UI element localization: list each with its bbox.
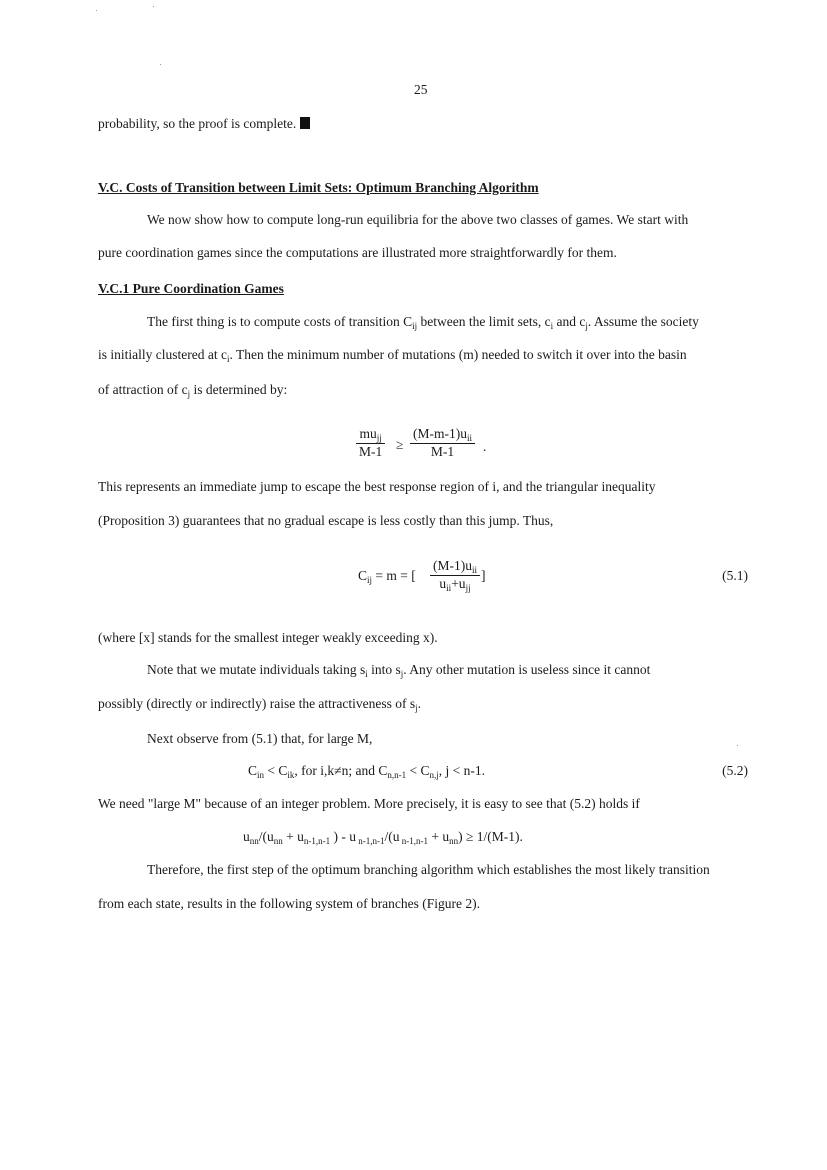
paragraph-line: Therefore, the first step of the optimum branching algorithm which establishes the most likely transition (147, 862, 710, 877)
paragraph-line: Next observe from (5.1) that, for large M, (147, 731, 373, 746)
paragraph-line: This represents an immediate jump to escape the best response region of i, and the triangular inequality (98, 479, 656, 494)
page-number: 25 (414, 82, 428, 97)
scan-speck (96, 10, 97, 11)
inequality-period: . (483, 439, 487, 454)
paragraph-line: The first thing is to compute costs of transition $C_{ij}$ between the limit sets, $c_i$ and $c_j$. Assume the society (147, 314, 699, 331)
paragraph-line: Note that we mutate individuals taking $s_i$ into $s_j$. Any other mutation is useless since it cannot (147, 662, 651, 679)
paragraph-line: of attraction of $c_j$ is determined by: (98, 382, 288, 399)
paragraph-line: is initially clustered at $c_i$. Then the minimum number of mutations (m) needed to switch it over into the basin (98, 347, 687, 364)
paragraph-line: (where [x] stands for the smallest integer weakly exceeding x). (98, 630, 438, 645)
paragraph-line: We need "large M" because of an integer problem. More precisely, it is easy to see that (5.2) holds if (98, 796, 640, 811)
intro-text: probability, so the proof is complete. (98, 116, 297, 131)
paragraph-line: We now show how to compute long-run equilibria for the above two classes of games. We start with (147, 212, 689, 227)
paragraph-line: (Proposition 3) guarantees that no gradual escape is less costly than this jump. Thus, (98, 513, 554, 528)
intro-paragraph (98, 116, 310, 132)
section-heading-vc: V.C. Costs of Transition between Limit Sets: Optimum Branching Algorithm (98, 180, 539, 195)
equation-number-5-2: (5.2) (722, 763, 748, 778)
equation-5-1-lhs: $C_{ij} = m$ = [ (358, 568, 416, 585)
paragraph-line: pure coordination games since the computations are illustrated more straightforwardly for them. (98, 245, 617, 260)
scan-speck (160, 64, 161, 65)
condition-equation: $u_{nn}/(u_{nn} + u_{n-1,n-1}$ ) - u $_{n-1,n-1}$/(u $_{n-1,n-1} + u_{nn}) \ge 1/(M-1)$. (243, 829, 523, 846)
equation-number-5-1: (5.1) (722, 568, 748, 583)
qed-square-icon (300, 117, 310, 129)
equation-5-1-bracket: ] (481, 568, 486, 583)
paragraph-line: from each state, results in the following system of branches (Figure 2). (98, 896, 481, 911)
inequality-relation: ≥ (396, 437, 404, 452)
equation-5-2: $C_{in} < C_{ik}$, for i,k≠n; and $C_{n,n-1} < C_{n,j}$, j < n-1. (248, 763, 485, 780)
scan-speck (153, 6, 154, 7)
subsection-heading-vc1: V.C.1 Pure Coordination Games (98, 281, 284, 296)
inequality-lhs-fraction: $mu_{jj}$ M-1 (356, 426, 385, 460)
inequality-rhs-fraction: $(M-m-1)u_{ii}$ M-1 (410, 426, 475, 460)
scan-speck (737, 745, 738, 746)
equation-5-1-fraction: $(M-1)u_{ii}$ $u_{ii}+u_{jj}$ (430, 558, 480, 592)
paragraph-line: possibly (directly or indirectly) raise the attractiveness of $s_j$. (98, 696, 422, 713)
